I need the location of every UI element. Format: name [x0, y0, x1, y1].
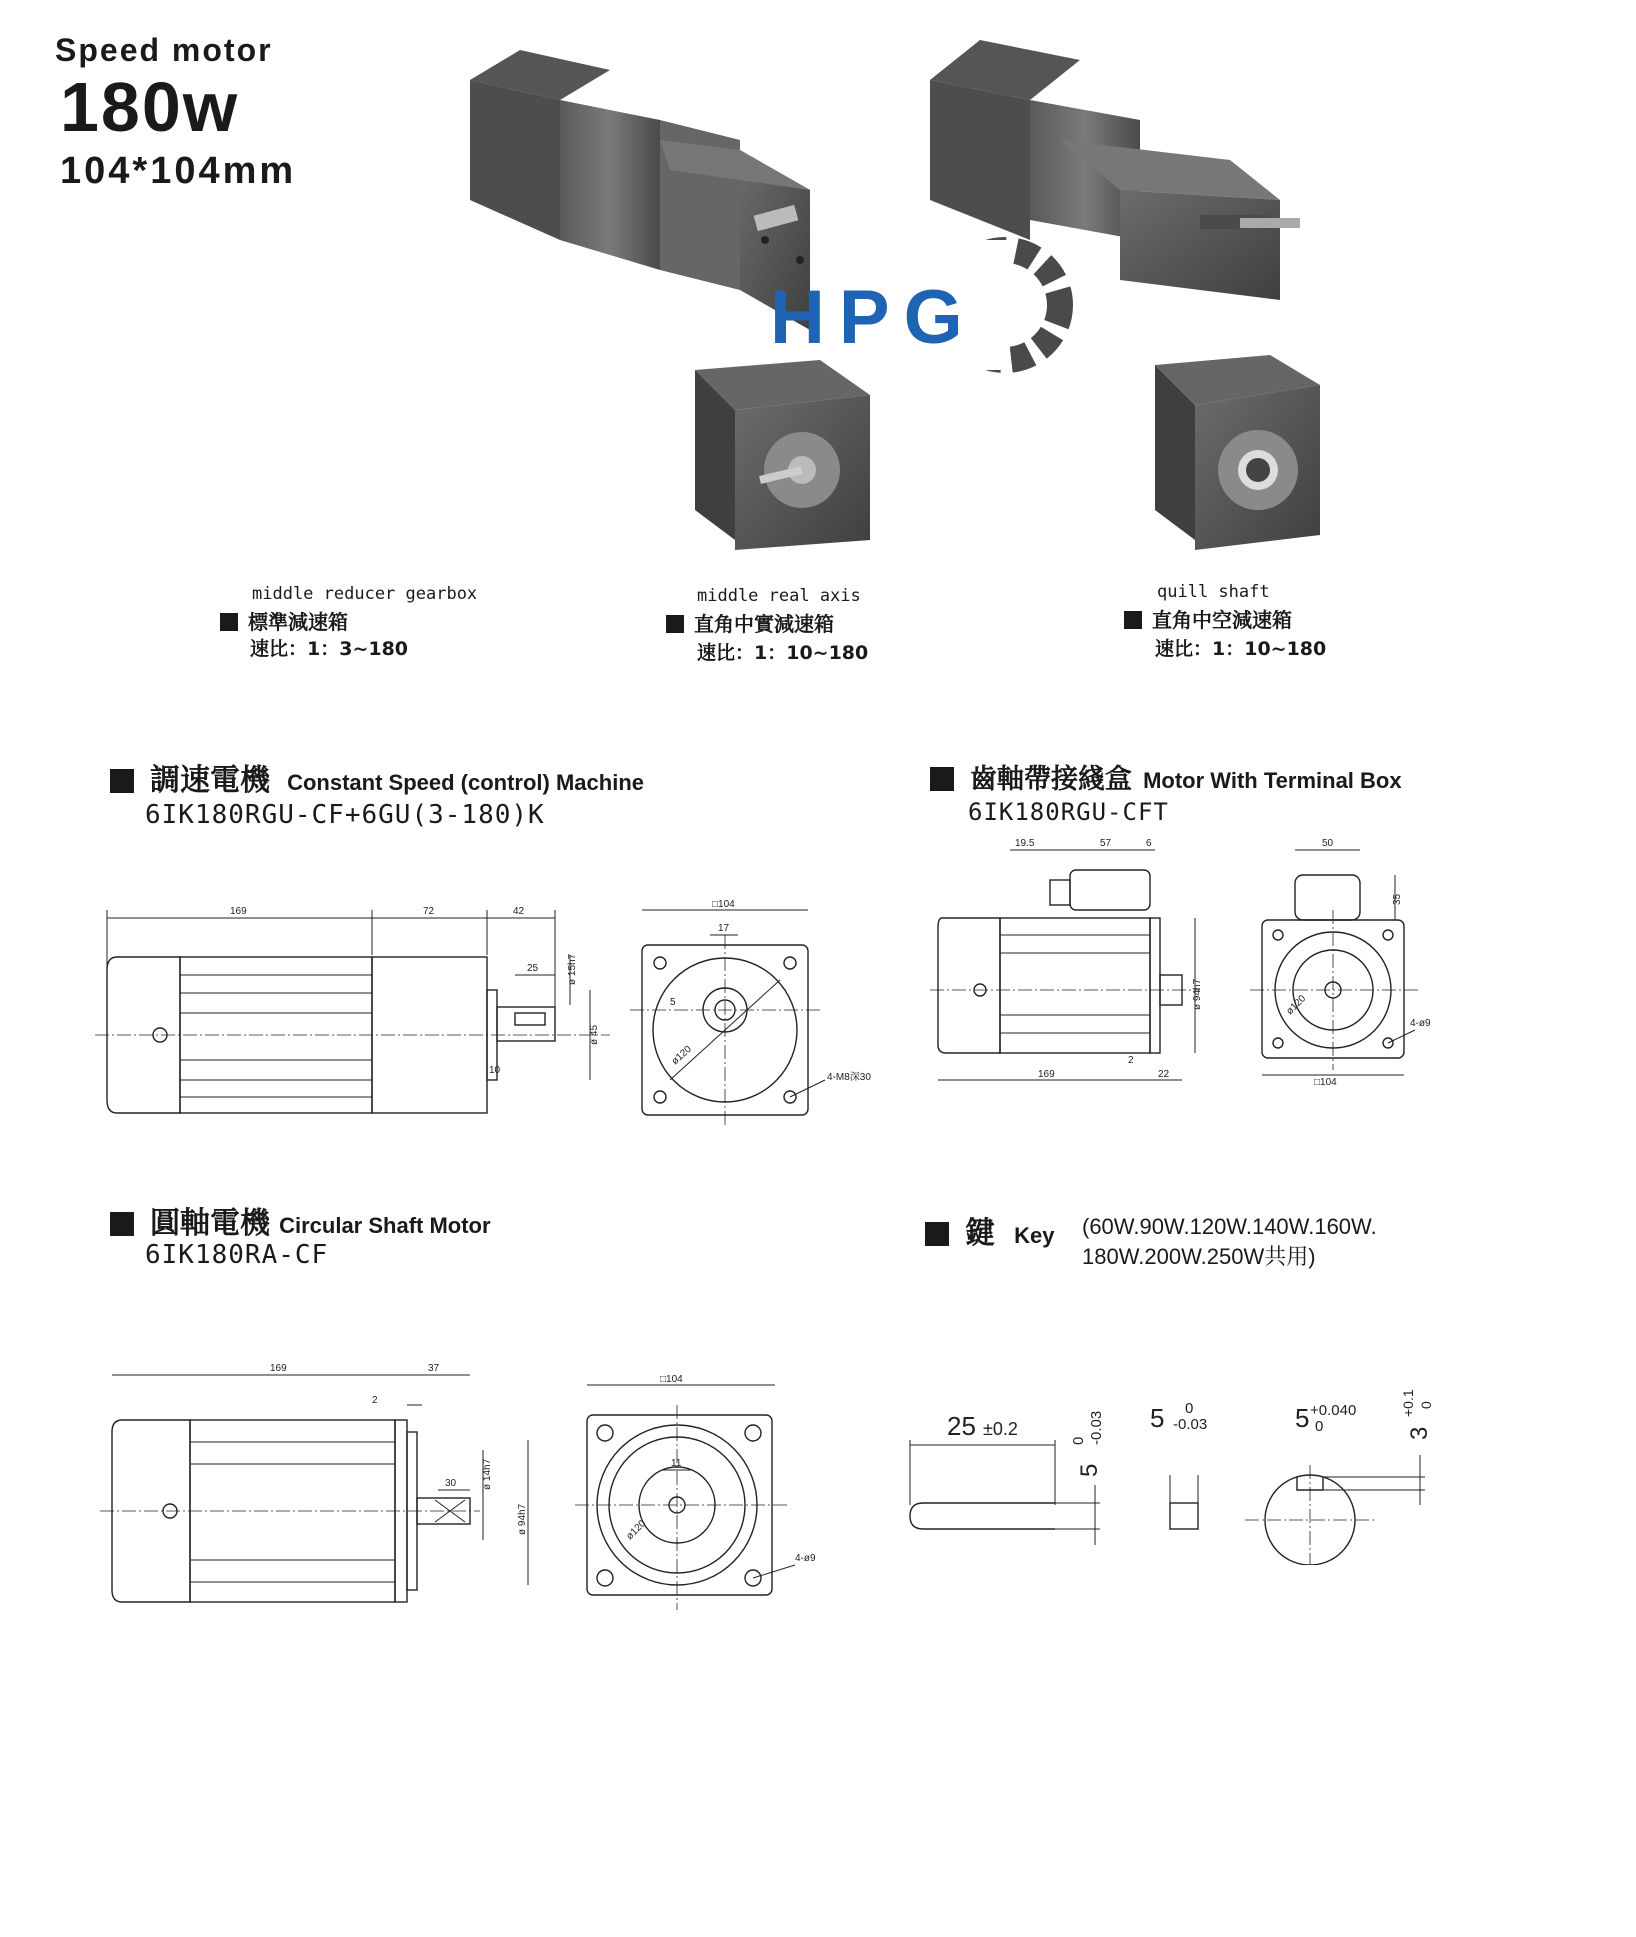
gearbox-1-ratio: 速比：1：3~180 — [250, 638, 409, 660]
dim-tb-len: 57 — [1100, 838, 1112, 849]
dim-flange: 10 — [489, 1065, 501, 1076]
section-constant-title: 調速電機 Constant Speed (control) Machine — [110, 755, 644, 799]
key-len-tol: ±0.2 — [983, 1419, 1018, 1439]
dim-shaft-dia: ø 15h7 — [567, 953, 578, 985]
key-slot-tol-up: +0.040 — [1310, 1402, 1357, 1419]
dim-cs-pilot: ø 94h7 — [517, 1503, 528, 1535]
dim-tbf-width: 50 — [1322, 838, 1334, 849]
drawing-terminal-front — [1250, 835, 1450, 1095]
dim-tbf-pcd: ø120 — [1284, 993, 1309, 1018]
logo-text: HPG — [770, 275, 977, 360]
dim-tb-offset: 19.5 — [1015, 838, 1035, 849]
key-slot: 5 — [1295, 1403, 1310, 1433]
dim-tb-gap: 6 — [1146, 838, 1152, 849]
key-depth-tol-up: +0.1 — [1400, 1389, 1416, 1417]
dim-cs-shaft: 37 — [428, 1363, 440, 1374]
header-power: 180w — [60, 68, 240, 146]
dim-cf-pcd: ø120 — [624, 1518, 649, 1543]
key-slot-tol-dn: 0 — [1315, 1418, 1324, 1435]
section-key-note-1: (60W.90W.120W.140W.160W. — [1082, 1214, 1377, 1239]
drawing-circular-front — [575, 1370, 845, 1620]
key-depth-tol-dn: 0 — [1418, 1401, 1434, 1409]
dim-len-gear: 72 — [423, 906, 435, 917]
section-circular-title: 圓軸電機 Circular Shaft Motor — [110, 1198, 491, 1242]
dim-cf-key: 11 — [671, 1458, 682, 1469]
gearbox-1-en: middle reducer gearbox — [252, 584, 478, 604]
section-terminal-model: 6IK180RGU-CFT — [968, 798, 1169, 826]
dim-len-shaft: 42 — [513, 906, 525, 917]
key-depth: 3 — [1406, 1426, 1433, 1440]
gearbox-1-zh: 標準減速箱 — [220, 606, 348, 635]
key-width-tol-up: 0 — [1185, 1400, 1194, 1417]
key-width-tol-dn: -0.03 — [1173, 1416, 1208, 1433]
gearbox-photo-2 — [695, 360, 870, 550]
dim-tbf-square: □104 — [1314, 1077, 1337, 1088]
dim-key-width: 17 — [718, 923, 730, 934]
dim-cs-key: 30 — [445, 1478, 457, 1489]
motor-photo-1 — [470, 50, 810, 330]
dim-bolt: 4-M8深30 — [827, 1072, 871, 1083]
gearbox-3-en: quill shaft — [1157, 582, 1270, 602]
drawing-constant-front — [630, 895, 900, 1135]
key-height-tol-up: 0 — [1070, 1436, 1087, 1445]
dim-key-len: 25 — [527, 963, 539, 974]
dim-cs-shaftdia: ø 14h7 — [482, 1458, 493, 1490]
dim-tb-pilot: ø 94h7 — [1192, 978, 1203, 1010]
key-len: 25 — [947, 1411, 976, 1441]
dim-tb-flange: 2 — [1128, 1055, 1134, 1066]
dim-cf-square: □104 — [660, 1374, 683, 1385]
section-key-note-2: 180W.200W.250W共用) — [1082, 1244, 1316, 1269]
drawing-constant-side — [95, 895, 625, 1135]
dim-tbf-height: 35 — [1392, 893, 1403, 905]
key-height-tol-dn: -0.03 — [1088, 1410, 1105, 1445]
dim-key-depth: 5 — [670, 997, 676, 1008]
header-size: 104*104mm — [60, 150, 297, 192]
drawing-terminal-side — [930, 835, 1210, 1095]
section-circular-model: 6IK180RA-CF — [145, 1240, 329, 1270]
dim-tbf-bolt: 4-ø9 — [1410, 1018, 1431, 1029]
drawing-circular-side — [100, 1360, 560, 1610]
dim-cf-bolt: 4-ø9 — [795, 1553, 816, 1564]
dim-square: □104 — [712, 899, 735, 910]
dim-pilot-dia: ø 45 — [589, 1024, 600, 1045]
dim-pcd: ø120 — [669, 1043, 694, 1068]
key-height: 5 — [1076, 1463, 1103, 1477]
gearbox-2-en: middle real axis — [697, 586, 861, 606]
key-width: 5 — [1150, 1403, 1165, 1433]
gearbox-2-zh: 直角中實減速箱 — [666, 608, 834, 637]
dim-tb-motor: 169 — [1038, 1069, 1055, 1080]
dim-cs-flange: 2 — [372, 1395, 378, 1406]
gearbox-3-ratio: 速比：1：10~180 — [1155, 638, 1327, 660]
header-subtitle: Speed motor — [55, 32, 273, 68]
section-terminal-title: 齒軸帶接綫盒 Motor With Terminal Box — [930, 757, 1402, 796]
section-key-title: 鍵 Key — [925, 1208, 1054, 1252]
gearbox-photo-3 — [1155, 355, 1320, 550]
section-constant-model: 6IK180RGU-CF+6GU(3-180)K — [145, 800, 545, 830]
gearbox-2-ratio: 速比：1：10~180 — [697, 642, 869, 664]
dim-cs-motor: 169 — [270, 1363, 287, 1374]
dim-tb-shaft: 22 — [1158, 1069, 1170, 1080]
drawing-key — [905, 1385, 1465, 1565]
dim-len-motor: 169 — [230, 906, 247, 917]
gearbox-3-zh: 直角中空減速箱 — [1124, 604, 1292, 633]
